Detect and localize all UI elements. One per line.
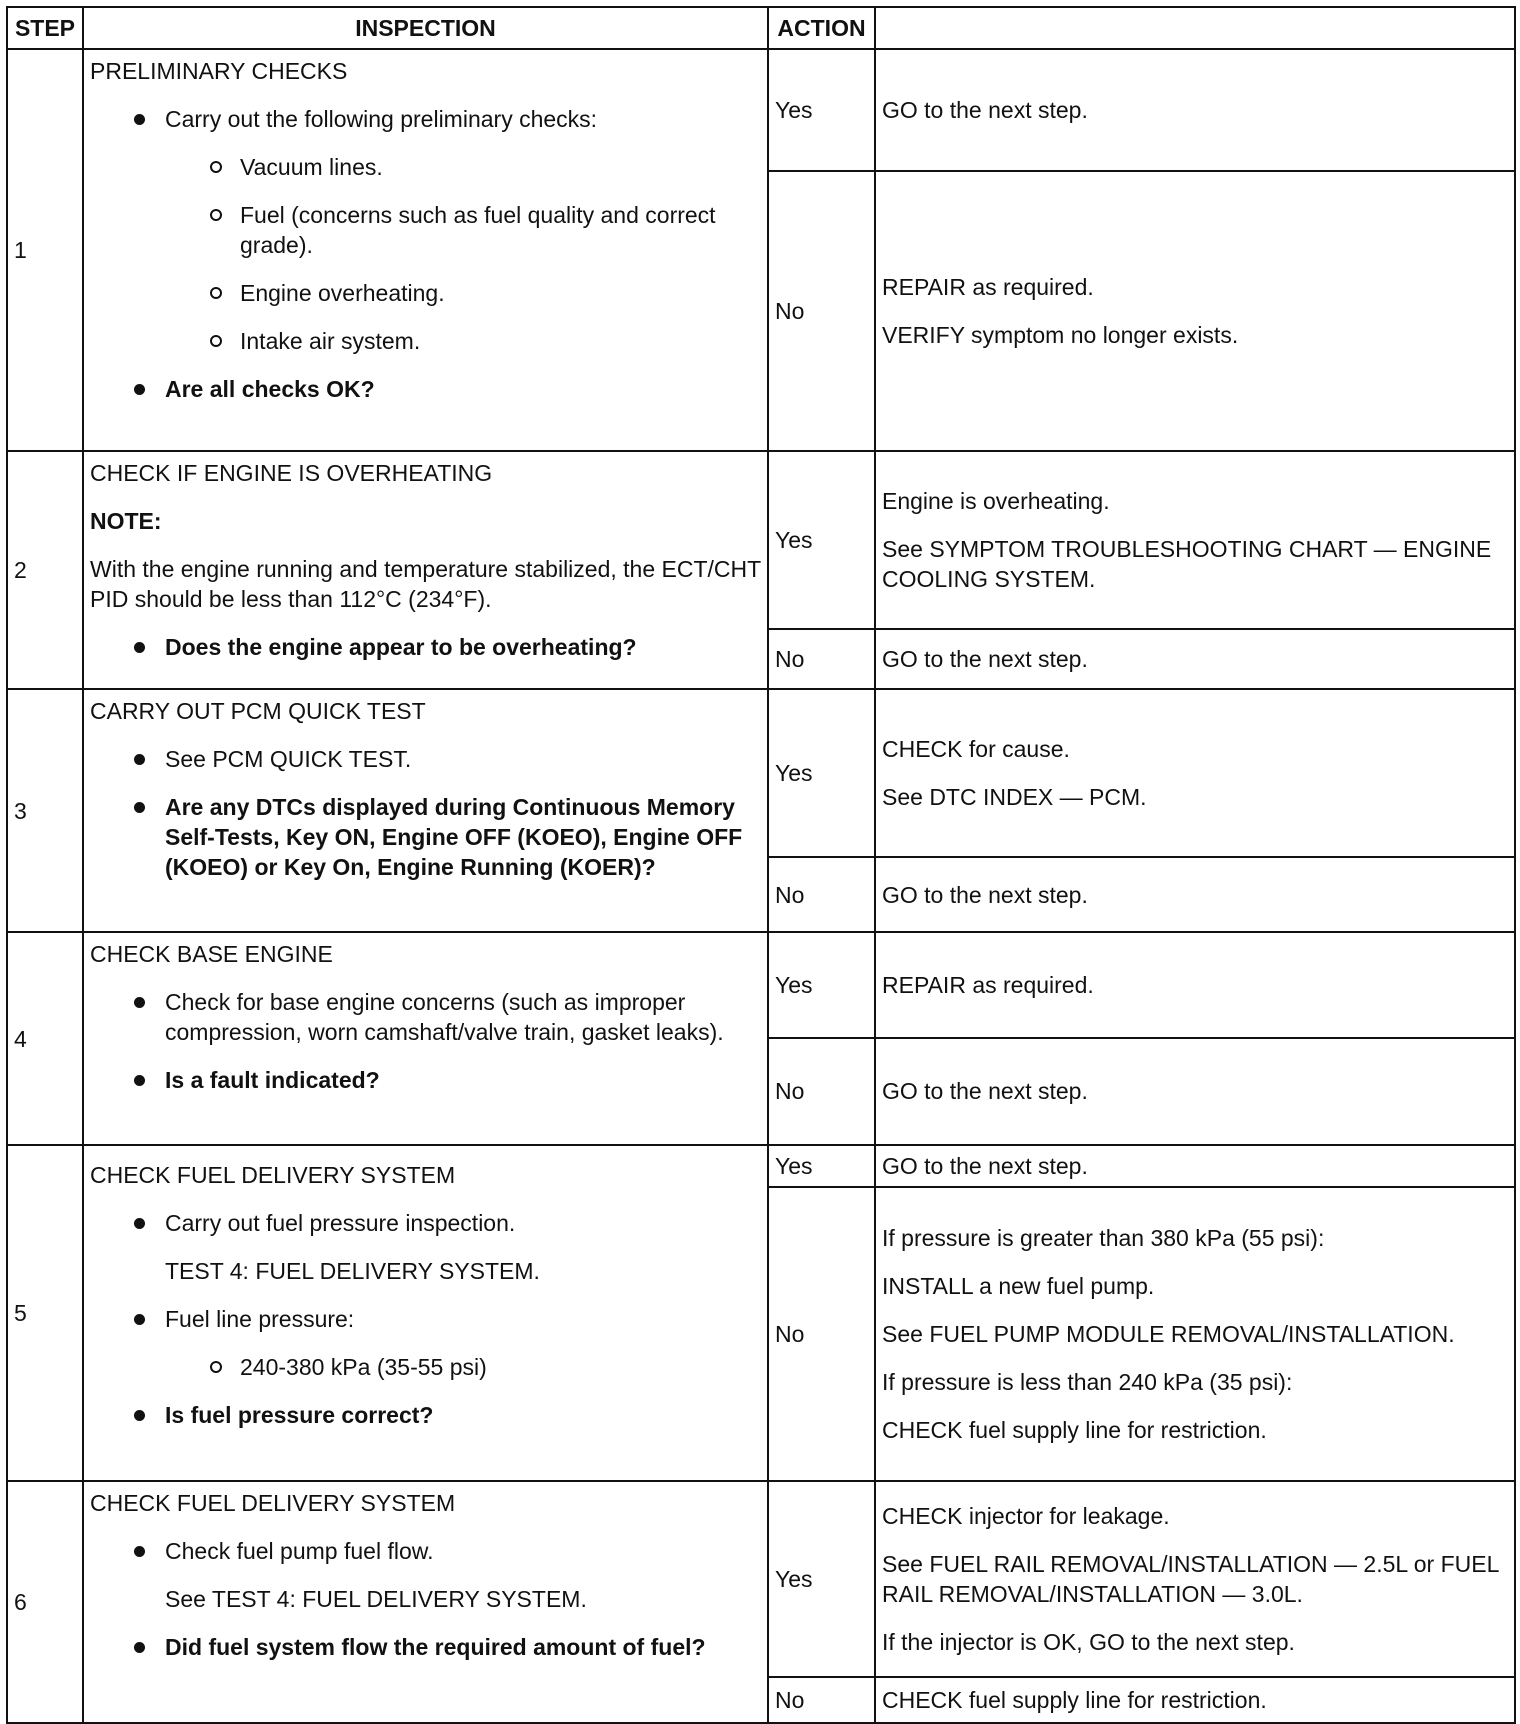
yes-action bbox=[875, 689, 1515, 857]
yes-label: Yes bbox=[768, 689, 875, 857]
yes-label: Yes bbox=[768, 1145, 875, 1187]
no-action bbox=[875, 857, 1515, 932]
action-text: GO to the next step. bbox=[882, 881, 1088, 908]
yes-action bbox=[875, 451, 1515, 629]
header-row bbox=[7, 7, 1515, 49]
sub-item: Intake air system. bbox=[90, 326, 761, 356]
indented-text: See TEST 4: FUEL DELIVERY SYSTEM. bbox=[165, 1585, 587, 1612]
inspection-cell bbox=[83, 689, 768, 932]
yes-action bbox=[875, 49, 1515, 171]
yes-label: Yes bbox=[768, 932, 875, 1037]
action-text: See FUEL PUMP MODULE REMOVAL/INSTALLATION. bbox=[882, 1320, 1455, 1347]
no-action bbox=[875, 1677, 1515, 1723]
action-text: VERIFY symptom no longer exists. bbox=[882, 322, 1239, 349]
note-label: NOTE: bbox=[90, 508, 162, 535]
header-inspection: INSPECTION bbox=[83, 7, 768, 49]
inspection-question: Are all checks OK? bbox=[90, 374, 761, 404]
header-step: STEP bbox=[7, 7, 83, 49]
note-text: With the engine running and temperature stabilized, the ECT/CHT PID should be less than 112°C (234°F). bbox=[90, 556, 761, 613]
step-number: 6 bbox=[7, 1481, 83, 1723]
header-result bbox=[875, 7, 1515, 49]
inspection-title: CARRY OUT PCM QUICK TEST bbox=[90, 698, 426, 725]
no-label: No bbox=[768, 629, 875, 689]
action-text: CHECK for cause. bbox=[882, 736, 1070, 763]
inspection-question: Are any DTCs displayed during Continuous Memory Self-Tests, Key ON, Engine OFF (KOEO), Engine OFF (KOEO) or Key On, Engine Running (KOER)? bbox=[90, 792, 761, 882]
bullet-item: Check for base engine concerns (such as improper compression, worn camshaft/valve train, gasket leaks). bbox=[90, 987, 761, 1047]
step-6-yes-row bbox=[7, 1481, 1515, 1677]
sub-item: Engine overheating. bbox=[90, 278, 761, 308]
no-action bbox=[875, 1038, 1515, 1145]
no-action bbox=[875, 629, 1515, 689]
sub-item: Fuel (concerns such as fuel quality and correct grade). bbox=[90, 200, 761, 260]
bullet-item: Check fuel pump fuel flow. bbox=[90, 1536, 761, 1566]
no-label: No bbox=[768, 1187, 875, 1481]
sub-item: Vacuum lines. bbox=[90, 152, 761, 182]
step-5-yes-row bbox=[7, 1145, 1515, 1187]
inspection-title: CHECK FUEL DELIVERY SYSTEM bbox=[90, 1489, 456, 1516]
action-text: INSTALL a new fuel pump. bbox=[882, 1272, 1155, 1299]
step-number: 2 bbox=[7, 451, 83, 689]
yes-label: Yes bbox=[768, 49, 875, 171]
step-1-yes-row bbox=[7, 49, 1515, 171]
inspection-title: PRELIMINARY CHECKS bbox=[90, 58, 348, 84]
action-text: GO to the next step. bbox=[882, 1078, 1088, 1105]
action-text: CHECK injector for leakage. bbox=[882, 1502, 1170, 1529]
action-text: If pressure is less than 240 kPa (35 psi): bbox=[882, 1368, 1293, 1395]
inspection-title: CHECK BASE ENGINE bbox=[90, 941, 333, 968]
no-action bbox=[875, 1187, 1515, 1481]
bullet-item: Carry out the following preliminary checks: bbox=[90, 104, 761, 134]
inspection-cell bbox=[83, 1145, 768, 1481]
inspection-title: CHECK IF ENGINE IS OVERHEATING bbox=[90, 460, 493, 487]
no-label: No bbox=[768, 857, 875, 932]
step-4-yes-row bbox=[7, 932, 1515, 1037]
action-text: REPAIR as required. bbox=[882, 274, 1094, 301]
action-text: CHECK fuel supply line for restriction. bbox=[882, 1416, 1267, 1443]
inspection-title: CHECK FUEL DELIVERY SYSTEM bbox=[90, 1161, 456, 1188]
sub-item: 240-380 kPa (35-55 psi) bbox=[90, 1352, 761, 1382]
action-text: See SYMPTOM TROUBLESHOOTING CHART — ENGINE COOLING SYSTEM. bbox=[882, 536, 1492, 593]
yes-action bbox=[875, 1481, 1515, 1677]
diagnostic-table bbox=[6, 6, 1516, 1724]
inspection-question: Does the engine appear to be overheating? bbox=[90, 632, 761, 662]
action-text: See DTC INDEX — PCM. bbox=[882, 784, 1147, 811]
inspection-cell bbox=[83, 932, 768, 1144]
action-text: If the injector is OK, GO to the next step. bbox=[882, 1628, 1295, 1655]
bullet-item: Fuel line pressure: bbox=[90, 1304, 761, 1334]
inspection-question: Is a fault indicated? bbox=[90, 1065, 761, 1095]
header-action: ACTION bbox=[768, 7, 875, 49]
step-number: 4 bbox=[7, 932, 83, 1144]
step-number: 5 bbox=[7, 1145, 83, 1481]
action-text: GO to the next step. bbox=[882, 97, 1088, 124]
inspection-question: Is fuel pressure correct? bbox=[90, 1400, 761, 1430]
action-text: GO to the next step. bbox=[882, 1152, 1088, 1179]
no-label: No bbox=[768, 1038, 875, 1145]
bullet-item: See PCM QUICK TEST. bbox=[90, 744, 761, 774]
action-text: REPAIR as required. bbox=[882, 972, 1094, 998]
yes-action bbox=[875, 1145, 1515, 1187]
inspection-cell bbox=[83, 1481, 768, 1723]
inspection-cell bbox=[83, 49, 768, 451]
yes-label: Yes bbox=[768, 1481, 875, 1677]
action-text: GO to the next step. bbox=[882, 646, 1088, 673]
inspection-cell bbox=[83, 451, 768, 689]
action-text: See FUEL RAIL REMOVAL/INSTALLATION — 2.5L or FUEL RAIL REMOVAL/INSTALLATION — 3.0L. bbox=[882, 1550, 1499, 1607]
action-text: Engine is overheating. bbox=[882, 488, 1110, 515]
no-label: No bbox=[768, 171, 875, 451]
action-text: If pressure is greater than 380 kPa (55 psi): bbox=[882, 1224, 1325, 1251]
no-action bbox=[875, 171, 1515, 451]
indented-text: TEST 4: FUEL DELIVERY SYSTEM. bbox=[165, 1257, 540, 1284]
yes-label: Yes bbox=[768, 451, 875, 629]
no-label: No bbox=[768, 1677, 875, 1723]
step-number: 1 bbox=[7, 49, 83, 451]
step-2-yes-row bbox=[7, 451, 1515, 629]
action-text: CHECK fuel supply line for restriction. bbox=[882, 1686, 1267, 1713]
step-number: 3 bbox=[7, 689, 83, 932]
yes-action bbox=[875, 932, 1515, 1037]
bullet-item: Carry out fuel pressure inspection. bbox=[90, 1208, 761, 1238]
inspection-question: Did fuel system flow the required amount of fuel? bbox=[90, 1632, 761, 1662]
step-3-yes-row bbox=[7, 689, 1515, 857]
